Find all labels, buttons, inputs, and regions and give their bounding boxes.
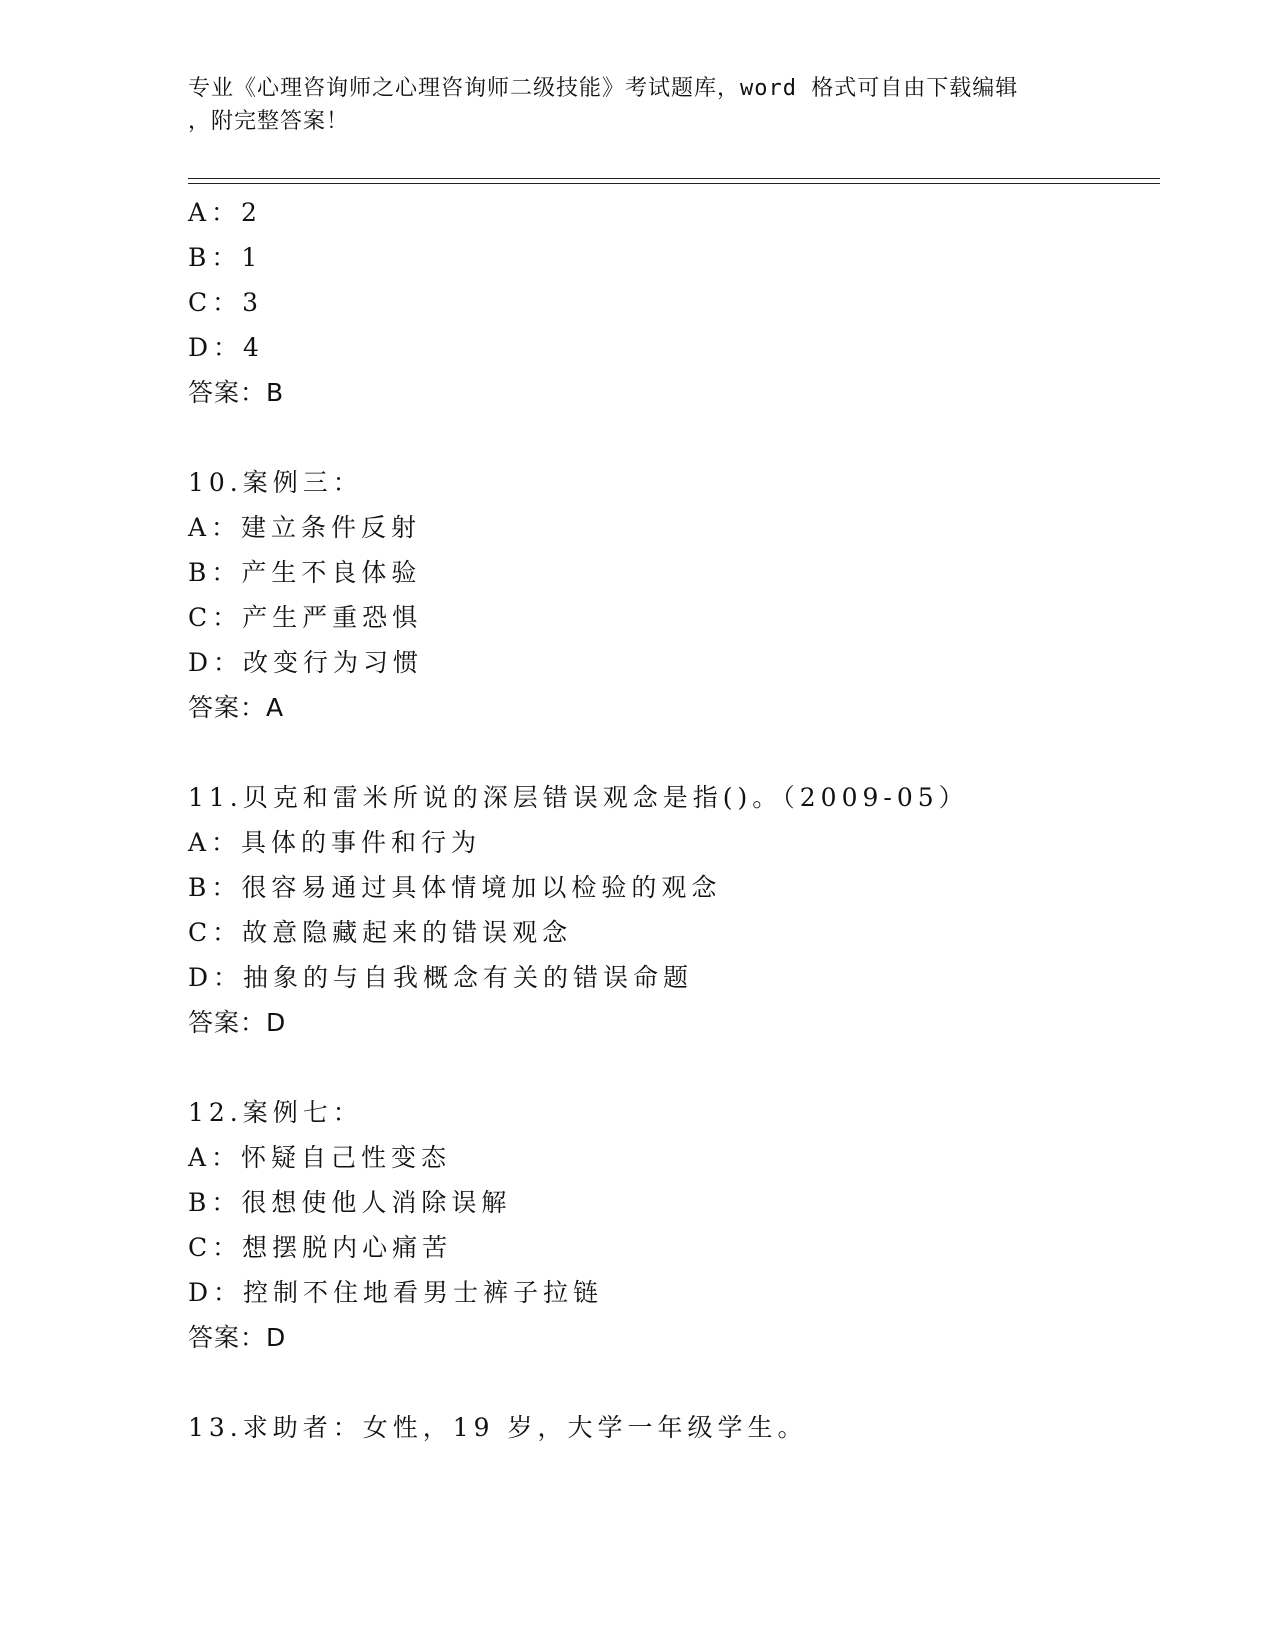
q9-option-c: C：3 xyxy=(188,288,264,317)
q9-option-a: A：2 xyxy=(188,198,262,227)
header-divider-top xyxy=(188,178,1160,179)
q12-option-b: B：很想使他人消除误解 xyxy=(188,1188,512,1217)
header-divider-bottom xyxy=(188,183,1160,184)
q11-option-b: B：很容易通过具体情境加以检验的观念 xyxy=(188,873,722,902)
document-header xyxy=(188,72,1088,138)
q11-option-d: D：抽象的与自我概念有关的错误命题 xyxy=(188,963,694,992)
q10-option-d: D：改变行为习惯 xyxy=(188,648,424,677)
q10-question: 10.案例三： xyxy=(188,468,363,497)
q9-answer: 答案：B xyxy=(188,378,285,407)
q11-option-c: C：故意隐藏起来的错误观念 xyxy=(188,918,573,947)
header-line-2: ，附完整答案！ xyxy=(188,109,350,134)
q9-option-d: D：4 xyxy=(188,333,264,362)
q11-answer: 答案：D xyxy=(188,1008,287,1037)
q10-answer: 答案：A xyxy=(188,693,285,722)
q11-question: 11.贝克和雷米所说的深层错误观念是指()。（2009-05） xyxy=(188,783,969,812)
q13-question: 13.求助者：女性，19 岁，大学一年级学生。 xyxy=(188,1413,808,1442)
q12-option-d: D：控制不住地看男士裤子拉链 xyxy=(188,1278,604,1307)
q10-option-a: A：建立条件反射 xyxy=(188,513,422,542)
q10-option-c: C：产生严重恐惧 xyxy=(188,603,423,632)
q9-option-b: B：1 xyxy=(188,243,263,272)
q10-option-b: B：产生不良体验 xyxy=(188,558,422,587)
header-line-1: 专业《心理咨询师之心理咨询师二级技能》考试题库，word 格式可自由下载编辑 xyxy=(188,76,1019,101)
q12-answer: 答案：D xyxy=(188,1323,287,1352)
q11-option-a: A：具体的事件和行为 xyxy=(188,828,482,857)
q12-question: 12.案例七： xyxy=(188,1098,363,1127)
q12-option-c: C：想摆脱内心痛苦 xyxy=(188,1233,453,1262)
q12-option-a: A：怀疑自己性变态 xyxy=(188,1143,452,1172)
